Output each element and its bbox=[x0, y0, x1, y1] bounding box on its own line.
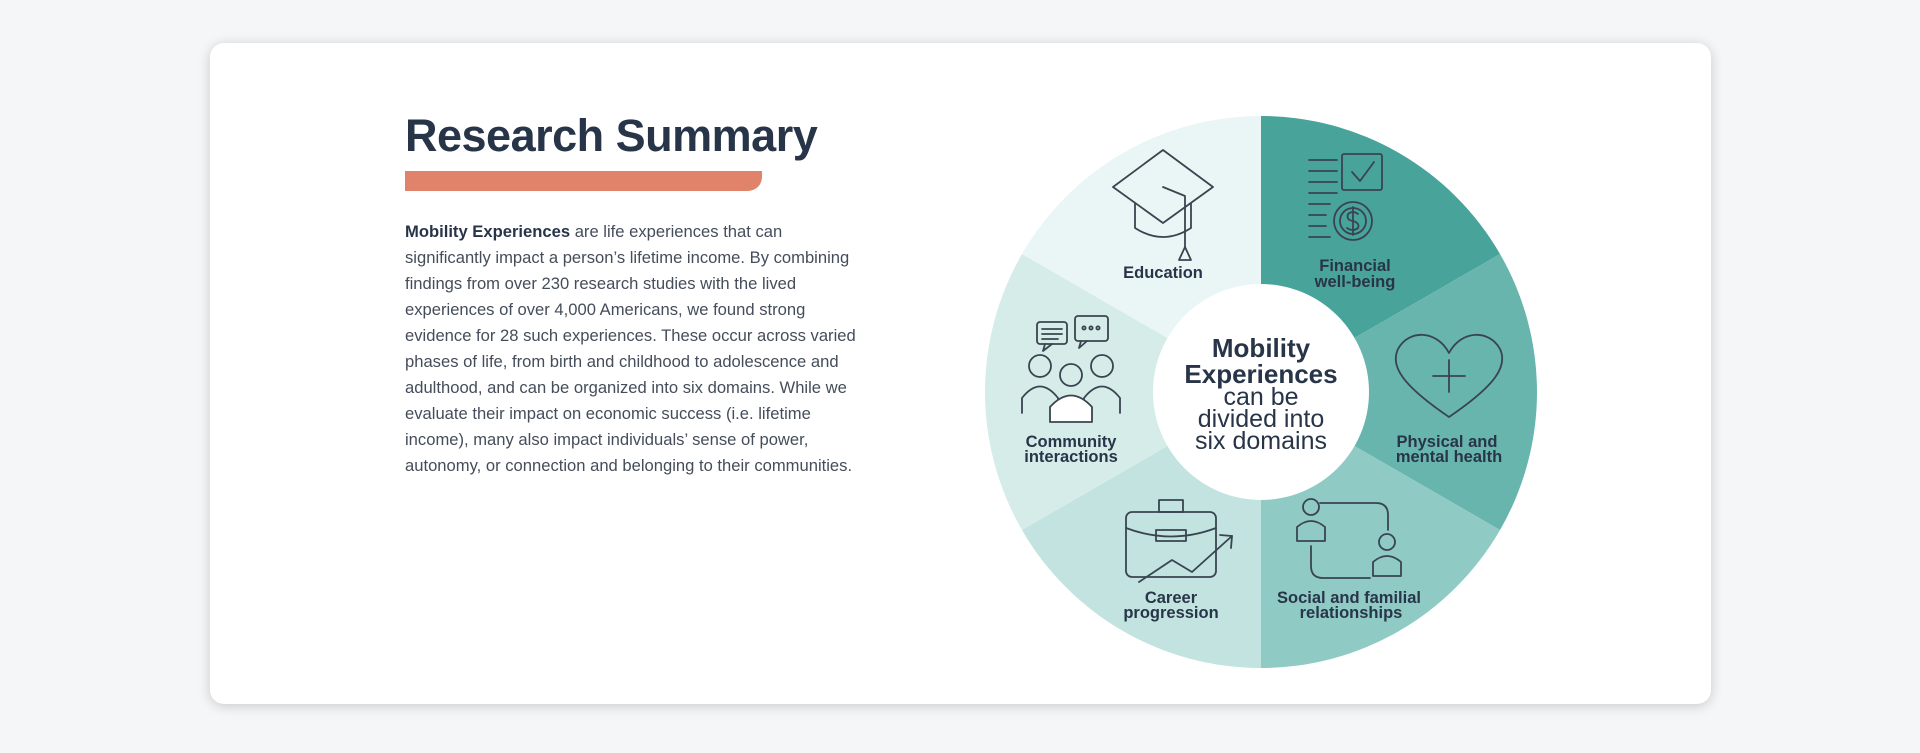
center-text-line-5: six domains bbox=[1195, 427, 1327, 455]
domain-label-financial-line-1: Financial bbox=[1319, 257, 1391, 275]
center-text-line-4: divided into bbox=[1197, 405, 1325, 433]
page-title: Research Summary bbox=[405, 110, 818, 161]
domain-label-community-line-2: interactions bbox=[1024, 448, 1118, 466]
domain-label-career-line-1: Career bbox=[1144, 589, 1198, 607]
domain-label-community-line-1: Community bbox=[1025, 433, 1117, 451]
domain-label-social-line-1: Social and familial bbox=[1277, 589, 1421, 607]
center-text-line-1: Mobility bbox=[1211, 333, 1311, 363]
domain-label-health-line-1: Physical and bbox=[1396, 433, 1498, 451]
domain-label-education: Education bbox=[1123, 264, 1203, 282]
center-text-line-2: Experiences bbox=[1184, 359, 1338, 389]
domain-label-health-line-2: mental health bbox=[1395, 448, 1503, 466]
summary-body-text: are life experiences that can significantly impact a person’s lifetime income. By combining findings from over 230 research studies with the lived experiences of over 4,000 Americans, we found strong evidence for 28 such experiences. These occur across varied phases of life, from birth and childhood to adolescence and adulthood, and can be organized into six domains. While we evaluate their impact on economic success (i.e. lifetime income), many also impact individuals’ sense of power, autonomy, or connection and belonging to their communities. bbox=[405, 222, 856, 475]
summary-lead-term: Mobility Experiences bbox=[405, 222, 571, 241]
domain-label-social-line-2: relationships bbox=[1299, 604, 1403, 622]
center-text-line-3: can be bbox=[1223, 383, 1299, 411]
domain-label-financial-line-2: well-being bbox=[1314, 273, 1396, 291]
domain-label-career-line-2: progression bbox=[1123, 604, 1219, 622]
